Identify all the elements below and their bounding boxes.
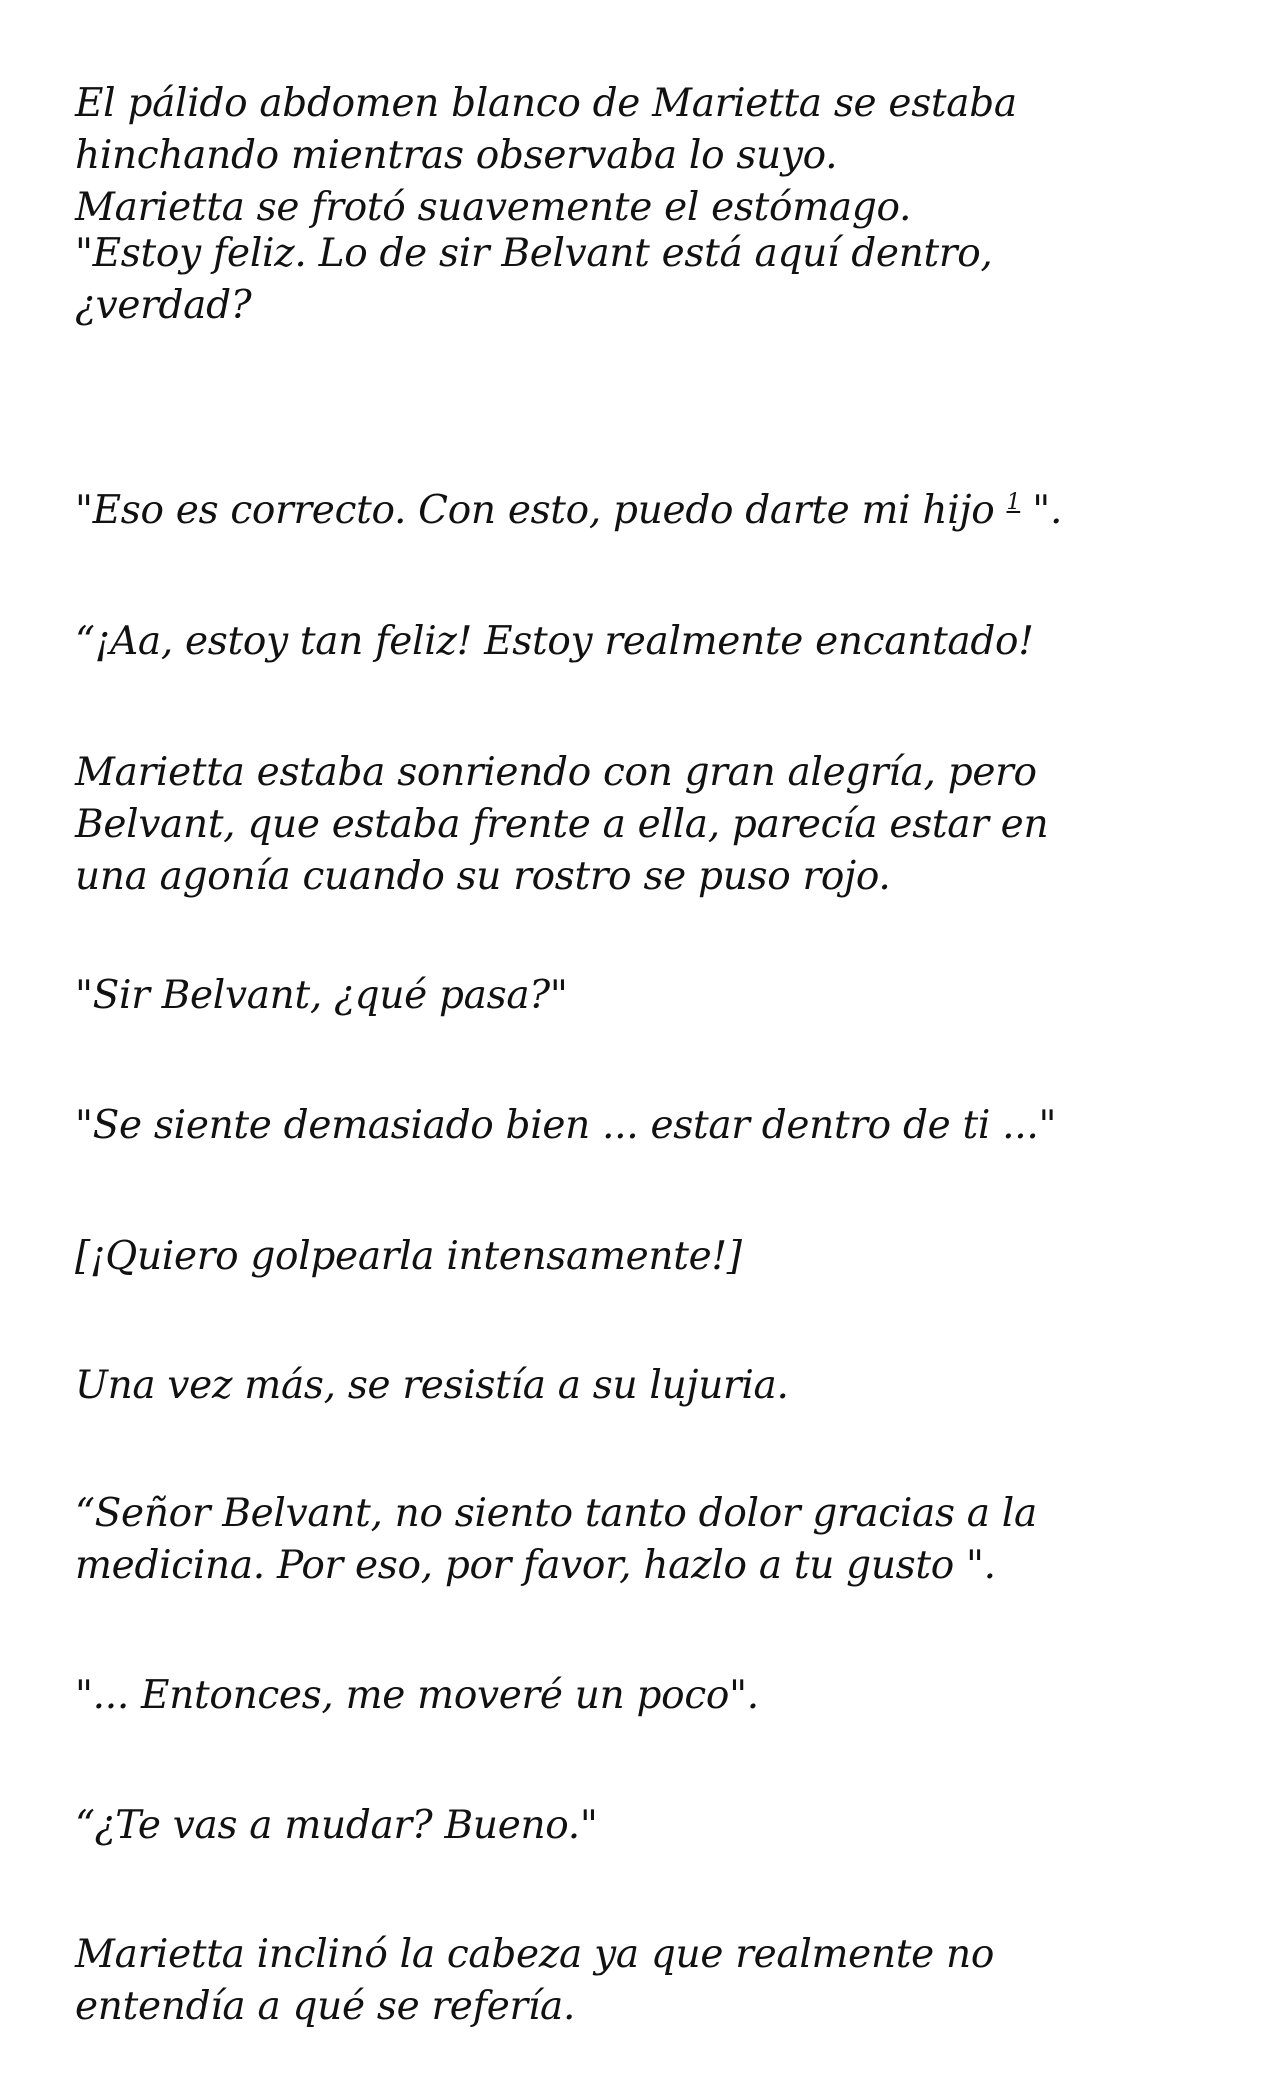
paragraph-6: "Sir Belvant, ¿qué pasa?" [75,973,568,1018]
paragraph-3-text: "Eso es correcto. Con esto, puedo darte mi hijo [75,488,995,533]
paragraph-1: El pálido abdomen blanco de Marietta se estaba hinchando mientras observaba lo suyo. Marietta se frotó suavemente el estómago. [75,81,1017,230]
paragraph-8: [¡Quiero golpearla intensamente!] [75,1234,742,1279]
paragraph-5: Marietta estaba sonriendo con gran alegría, pero Belvant, que estaba frente a ella, parecía estar en una agonía cuando su rostro se puso rojo. [75,750,1049,899]
paragraph-3-closing: ". [1020,488,1063,533]
paragraph-3-with-footnote [75,485,1205,537]
paragraph-10: “Señor Belvant, no siento tanto dolor gracias a la medicina. Por eso, por favor, hazlo a tu gusto ". [75,1491,1037,1588]
paragraph-2: "Estoy feliz. Lo de sir Belvant está aquí dentro, ¿verdad? [75,231,993,328]
paragraph-13: Marietta inclinó la cabeza ya que realmente no entendía a qué se refería. [75,1932,995,2029]
paragraph-9: Una vez más, se resistía a su lujuria. [75,1363,789,1408]
paragraph-11: "... Entonces, me moveré un poco". [75,1673,759,1718]
footnote-marker[interactable]: 1 [1006,490,1021,515]
paragraph-12: “¿Te vas a mudar? Bueno." [75,1803,598,1848]
paragraph-7: "Se siente demasiado bien ... estar dentro de ti ..." [75,1103,1057,1148]
paragraph-4: “¡Aa, estoy tan feliz! Estoy realmente encantado! [75,619,1034,664]
